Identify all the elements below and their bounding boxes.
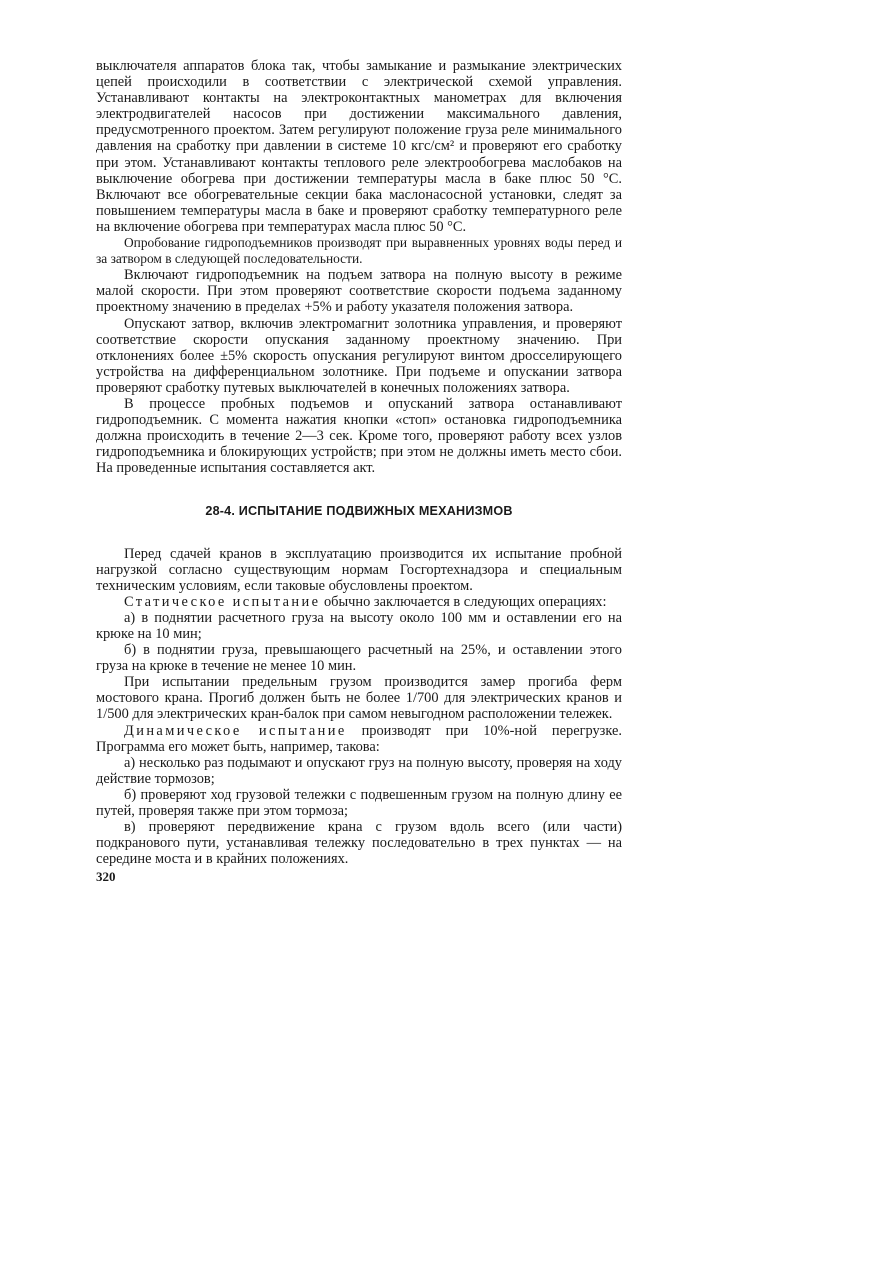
list-item-dynamic-c: в) проверяют передвижение крана с грузом вдоль всего (или части) подкранового пути, устанавливая тележку последовательно в трех пунктах — на середине моста и в крайних положениях. <box>96 819 622 868</box>
paragraph-dynamic-test <box>96 723 622 755</box>
paragraph-stop-test: В процессе пробных подъемов и опусканий затвора останавливают гидроподъемник. С момента нажатия кнопки «стоп» остановка гидроподъемника должна происходить в течение 2—3 сек. Кроме того, проверяют работу всех узлов гидроподъемника и блокирующих устройств; при этом не должны иметь место сбои. На проведенные испытания составляется акт. <box>96 395 622 477</box>
paragraph-crane-intro: Перед сдачей кранов в эксплуатацию производится их испытание пробной нагрузкой согласно существующим нормам Госгортехнадзора и специальным техническим условиям, если таковые обусловлены проектом. <box>96 545 622 594</box>
paragraph-gate-lowering: Опускают затвор, включив электромагнит золотника управления, и проверяют соответствие скорости опускания заданному проектному значению. При отклонениях более ±5% скорость опускания регулируют винтом дросселирующего устройства на дифференциальном золотнике. При подъеме и опускании затвора проверяют сработку путевых выключателей в конечных положениях затвора. <box>96 315 622 396</box>
list-item-static-b: б) в поднятии груза, превышающего расчетный на 25%, и оставлении этого груза на крюке в течение не менее 10 мин. <box>96 642 622 675</box>
section-heading: 28-4. ИСПЫТАНИЕ ПОДВИЖНЫХ МЕХАНИЗМОВ <box>205 504 513 519</box>
document-page <box>96 58 622 886</box>
paragraph-hoist-testing-intro: Опробование гидроподъемников производят при выравненных уровнях воды перед и за затвором в следующей последовательности. <box>96 235 622 267</box>
paragraph-deflection: При испытании предельным грузом производится замер прогиба ферм мостового крана. Прогиб должен быть не более 1/700 для электрических кранов и 1/500 для электрических кран-балок при самом невыгодном расположении тележек. <box>96 674 622 723</box>
list-item-static-a: а) в поднятии расчетного груза на высоту около 100 мм и оставлении его на крюке на 10 мин; <box>96 609 622 642</box>
paragraph-static-test <box>96 594 622 610</box>
paragraph-hoist-lifting: Включают гидроподъемник на подъем затвора на полную высоту в режиме малой скорости. При этом проверяют соответствие скорости подъема заданному проектному значению в пределах +5% и работу указателя положения затвора. <box>96 267 622 316</box>
static-test-term: Статическое испытание <box>124 593 321 610</box>
dynamic-test-term: Динамическое испытание <box>124 722 347 739</box>
paragraph-switch-contacts: выключателя аппаратов блока так, чтобы замыкание и размыкание электрических цепей происходили в соответствии с электрической схемой управления. Устанавливают контакты на электроконтактных манометрах для включения электродвигателей насосов при достижении максимального давления, предусмотренного проектом. Затем регулируют положение груза реле минимального давления на сработку при давлении в системе 10 кгс/см² и проверяют его сработку при этом. Устанавливают контакты теплового реле электрообогрева маслобаков на выключение обогрева при достижении температуры масла в баке плюс 50 °С. Включают все обогревательные секции бака маслонасосной установки, следят за повышением температуры масла в баке и проверяют сработку температурного реле на включение обогрева при температурах масла плюс 50 °С. <box>96 58 622 235</box>
list-item-dynamic-a: а) несколько раз подымают и опускают груз на полную высоту, проверяя на ходу действие тормозов; <box>96 754 622 787</box>
list-item-dynamic-b: б) проверяют ход грузовой тележки с подвешенным грузом на полную длину ее путей, проверяя также при этом тормоза; <box>96 786 622 820</box>
static-test-text: обычно заключается в следующих операциях: <box>320 593 607 610</box>
dynamic-test-text: производят при 10%-ной перегрузке. Программа его может быть, например, такова: <box>96 722 622 755</box>
page-number: 320 <box>96 869 116 885</box>
